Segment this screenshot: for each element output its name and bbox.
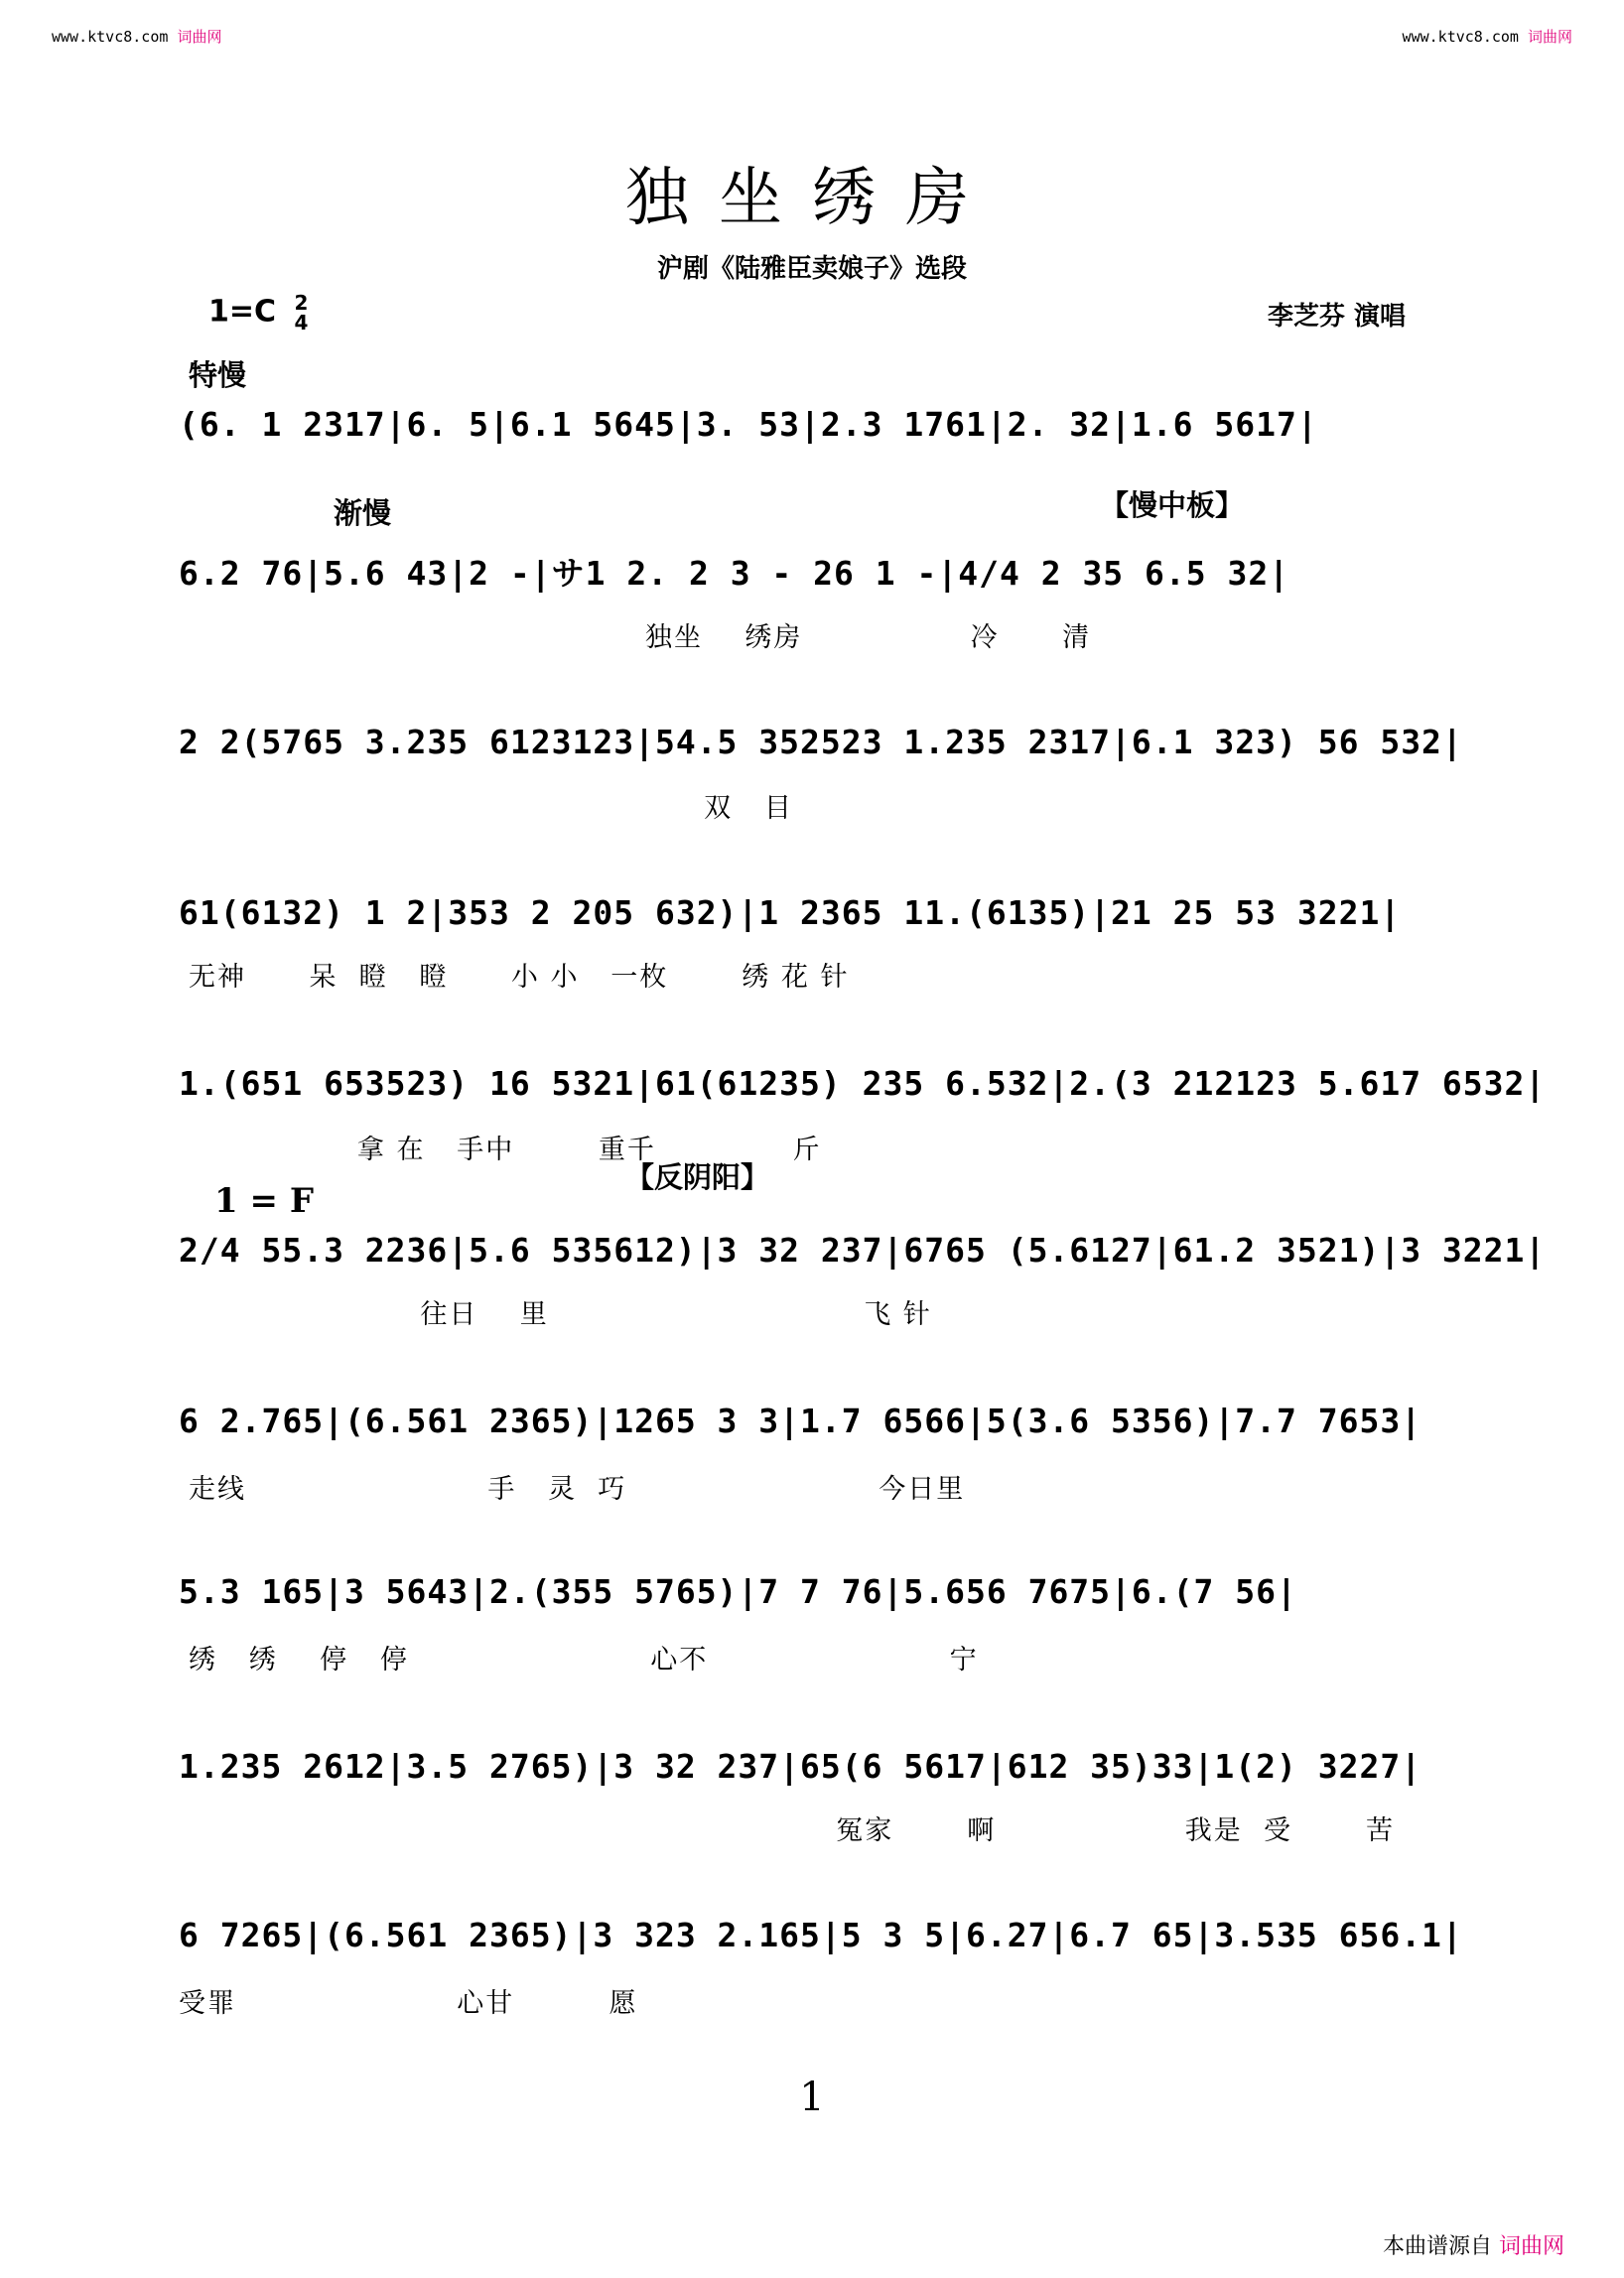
song-subtitle: 沪剧《陆雅臣卖娘子》选段 <box>656 254 967 284</box>
staff-line-4-notes: 61(6132) 1 2|353 2 205 632)|1 2365 11.(6135)|21 25 53 3221| <box>179 893 1402 932</box>
key-signature <box>208 293 308 333</box>
footer-brand-link[interactable]: 词曲网 <box>1498 2234 1564 2259</box>
staff-line-9-lyrics: 冤家 啊 我是 受 苦 <box>615 1815 1396 1846</box>
tempo-marking-moderate: 【慢中板】 <box>1100 488 1245 522</box>
staff-line-2-notes: 6.2 76|5.6 43|2 -|サ1 2. 2 3 - 26 1 -|4/4 2 35 6.5 32| <box>179 554 1290 593</box>
header-left <box>52 26 221 47</box>
staff-line-6-notes: 2/4 55.3 2236|5.6 535612)|3 32 237|6765 (5.6127|61.2 3521)|3 3221| <box>179 1231 1547 1270</box>
key-change-marking: 1 = F <box>214 1181 314 1221</box>
staff-line-3-notes: 2 2(5765 3.235 6123123|54.5 352523 1.235 2317|6.1 323) 56 532| <box>179 723 1463 761</box>
staff-line-8-notes: 5.3 165|3 5643|2.(355 5765)|7 7 76|5.656 7675|6.(7 56| <box>179 1572 1297 1611</box>
right-watermark-strip <box>1608 20 1622 2263</box>
staff-line-8-lyrics: 绣 绣 停 停 心不 宁 <box>189 1645 979 1675</box>
footer-source <box>1383 2229 1564 2260</box>
staff-line-9-notes: 1.235 2612|3.5 2765)|3 32 237|65(6 5617|612 35)33|1(2) 3227| <box>179 1747 1422 1786</box>
staff-line-2-lyrics: 独坐 绣房 冷 清 <box>645 622 1092 653</box>
song-title: 独坐绣房 <box>625 162 999 235</box>
page-number: 1 <box>799 2075 825 2120</box>
staff-line-1-notes: (6. 1 2317|6. 5|6.1 5645|3. 53|2.3 1761|2. 32|1.6 5617| <box>179 405 1318 444</box>
time-sig-top: 2 <box>294 291 309 315</box>
staff-line-7-notes: 6 2.765|(6.561 2365)|1265 3 3|1.7 6566|5(3.6 5356)|7.7 7653| <box>179 1402 1422 1440</box>
left-watermark-strip <box>2 20 16 2263</box>
time-signature <box>294 293 308 333</box>
staff-line-5-lyrics: 拿 在 手中 重千 斤 <box>179 1135 822 1165</box>
tempo-marking-very-slow: 特慢 <box>189 358 247 392</box>
staff-line-4-lyrics: 无神 呆 瞪 瞪 小 小 一枚 绣 花 针 <box>189 962 850 993</box>
staff-line-7-lyrics: 走线 手 灵 巧 今日里 <box>189 1474 966 1505</box>
staff-line-3-lyrics: 双 目 <box>179 793 793 824</box>
header-left-url[interactable]: www.ktvc8.com <box>52 28 169 46</box>
staff-line-5-notes: 1.(651 653523) 16 5321|61(61235) 235 6.532|2.(3 212123 5.617 6532| <box>179 1064 1547 1103</box>
staff-line-10-notes: 6 7265|(6.561 2365)|3 323 2.165|5 3 5|6.27|6.7 65|3.535 656.1| <box>179 1916 1463 1954</box>
header-right-site: 词曲网 <box>1527 28 1572 46</box>
header-right <box>1403 26 1572 47</box>
staff-line-10-lyrics: 受罪 心甘 愿 <box>179 1988 638 2019</box>
key-label: 1=C <box>208 294 277 330</box>
time-sig-bottom: 4 <box>294 311 309 335</box>
header-right-url[interactable]: www.ktvc8.com <box>1402 28 1519 46</box>
staff-line-6-lyrics: 往日 里 飞 针 <box>179 1299 932 1330</box>
header-left-site: 词曲网 <box>177 28 222 46</box>
singer-credit: 李芝芬 演唱 <box>1267 302 1406 332</box>
tempo-marking-fanyinyang: 【反阴阳】 <box>625 1160 770 1194</box>
tempo-marking-gradual-slow: 渐慢 <box>334 496 392 530</box>
footer-source-text: 本曲谱源自 <box>1382 2234 1492 2259</box>
